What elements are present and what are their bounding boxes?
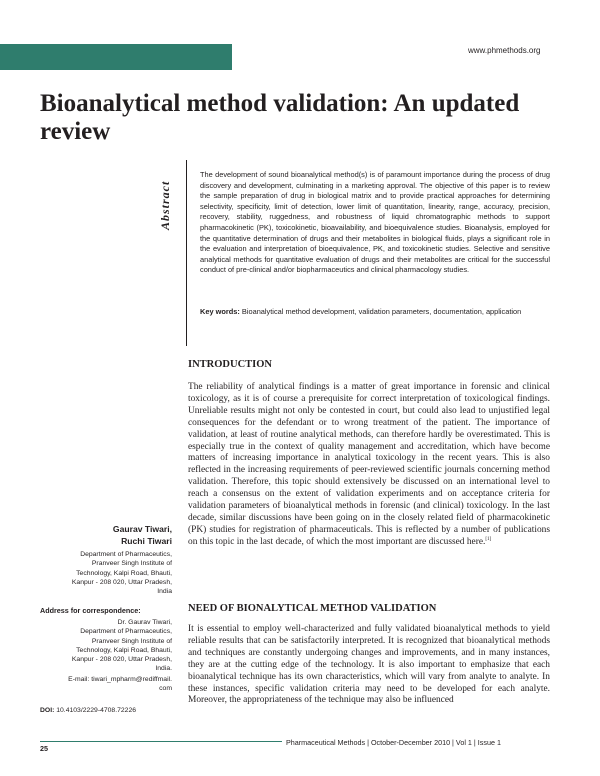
affiliation-line: India xyxy=(157,588,172,596)
keywords-text: Bioanalytical method development, validation parameters, documentation, application xyxy=(241,307,522,316)
doi[interactable] xyxy=(40,707,180,714)
author-name: Gaurav Tiwari, xyxy=(112,524,172,534)
reference-citation[interactable]: [1] xyxy=(485,536,492,542)
correspondence-email[interactable] xyxy=(22,675,172,694)
keywords-label: Key words: xyxy=(200,307,240,316)
journal-website[interactable]: www.phmethods.org xyxy=(468,46,541,55)
affiliation-line: Department of Pharmaceutics, xyxy=(80,551,172,558)
correspondence-heading: Address for correspondence: xyxy=(40,606,141,615)
correspondence-line: Pranveer Singh Institute of xyxy=(91,637,172,645)
journal-citation: Pharmaceutical Methods | October-December 2010 | Vol 1 | Issue 1 xyxy=(286,738,501,747)
affiliation-line: Kanpur - 208 020, Uttar Pradesh, xyxy=(71,578,172,586)
validation-need-heading: NEED OF BIONALYTICAL METHOD VALIDATION xyxy=(188,603,437,614)
validation-need-paragraph: It is essential to employ well-characterized and fully validated bioanalytical methods to yield reliable results that can be satisfactorily interpreted. It is recognized that bioanalytical methods and techniques are constantly undergoing changes and improvements, and in many instances, they are at the cutting edge of the technology. It is also important to emphasize that each bioanalytical technique has its own characteristics, which will vary from analyte to analyte. In these instances, specific validation criteria may need to be developed for each analyte. Moreover, the appropriateness of the technique may also be influenced xyxy=(188,624,550,706)
doi-value: 10.4103/2229-4708.72226 xyxy=(56,707,137,714)
section-label: Review Article xyxy=(92,3,216,22)
article-title: Bioanalytical method validation: An updated review xyxy=(40,90,520,145)
author-names xyxy=(32,524,172,547)
correspondence-line: Department of Pharmaceutics, xyxy=(80,628,172,636)
affiliation-line: Pranveer Singh Institute of xyxy=(91,560,172,568)
introduction-text: The reliability of analytical findings is a matter of great importance in forensic and clinical toxicology, as it is of course a prerequisite for correct interpretation of toxicological findings. Unreliable results might not only be contested in court, but could also lead to unjustified legal consequences for the defendant or to wrong treatment of the patient. The importance of validation, at least of routine analytical methods, can therefore hardly be overestimated. This is especially true in the context of quality management and accreditation, which have become matters of increasing importance in analytical toxicology in the recent years. This is also reflected in the increasing requirements of peer-reviewed scientific journals concerning method validation. Therefore, this topic should extensively be discussed on an international level to reach a consensus on the extent of validation experiments and on acceptance criteria for validation parameters of bioanalytical methods in forensic (and clinical) toxicology. In the last decade, similar discussions have been going on in the closely related field of pharmacokinetic (PK) studies for registration of pharmaceuticals. This is reflected by a number of publications on this topic in the last decade, of which the most important are discussed here. xyxy=(188,382,550,547)
author-affiliation xyxy=(22,550,172,596)
correspondence-line: Technology, Kalpi Road, Bhauti, xyxy=(76,646,172,654)
affiliation-line: Technology, Kalpi Road, Bhauti, xyxy=(76,569,172,577)
abstract-label: Abstract xyxy=(158,180,172,230)
section-banner xyxy=(0,44,232,70)
doi-label: DOI: xyxy=(40,707,55,714)
correspondence-line: Dr. Gaurav Tiwari, xyxy=(117,619,172,626)
abstract-divider xyxy=(186,160,187,346)
email-line: com xyxy=(159,685,172,693)
author-name: Ruchi Tiwari xyxy=(121,535,172,546)
page-number: 25 xyxy=(40,744,48,753)
correspondence-line: Kanpur - 208 020, Uttar Pradesh, xyxy=(71,656,172,664)
abstract-text: The development of sound bioanalytical method(s) is of paramount importance during the process of drug discovery and development, culminating in a marketing approval. The objective of this paper is to review the sample preparation of drug in biological matrix and to provide practical approaches for determining selectivity, specificity, limit of detection, lower limit of quantitation, linearity, range, accuracy, precision, recovery, stability, ruggedness, and robustness of liquid chromatographic methods to support pharmacokinetic (PK), toxicokinetic, bioavailability, and bioequivalence studies. Bioanalysis, employed for the quantitative determination of drugs and their metabolites in biological fluids, plays a significant role in the evaluation and interpretation of bioequivalence, PK, and toxicokinetic studies. Selective and sensitive analytical methods for quantitative evaluation of drugs and their metabolites are critical for the successful conduct of pre-clinical and/or biopharmaceutics and clinical pharmacology studies. xyxy=(200,170,550,275)
introduction-paragraph xyxy=(188,382,550,584)
correspondence-line: India. xyxy=(155,665,172,673)
correspondence-address xyxy=(22,618,172,674)
introduction-heading: INTRODUCTION xyxy=(188,359,273,370)
keywords xyxy=(200,307,550,318)
email-line: E-mail: tiwari_mpharm@rediffmail. xyxy=(68,676,172,683)
